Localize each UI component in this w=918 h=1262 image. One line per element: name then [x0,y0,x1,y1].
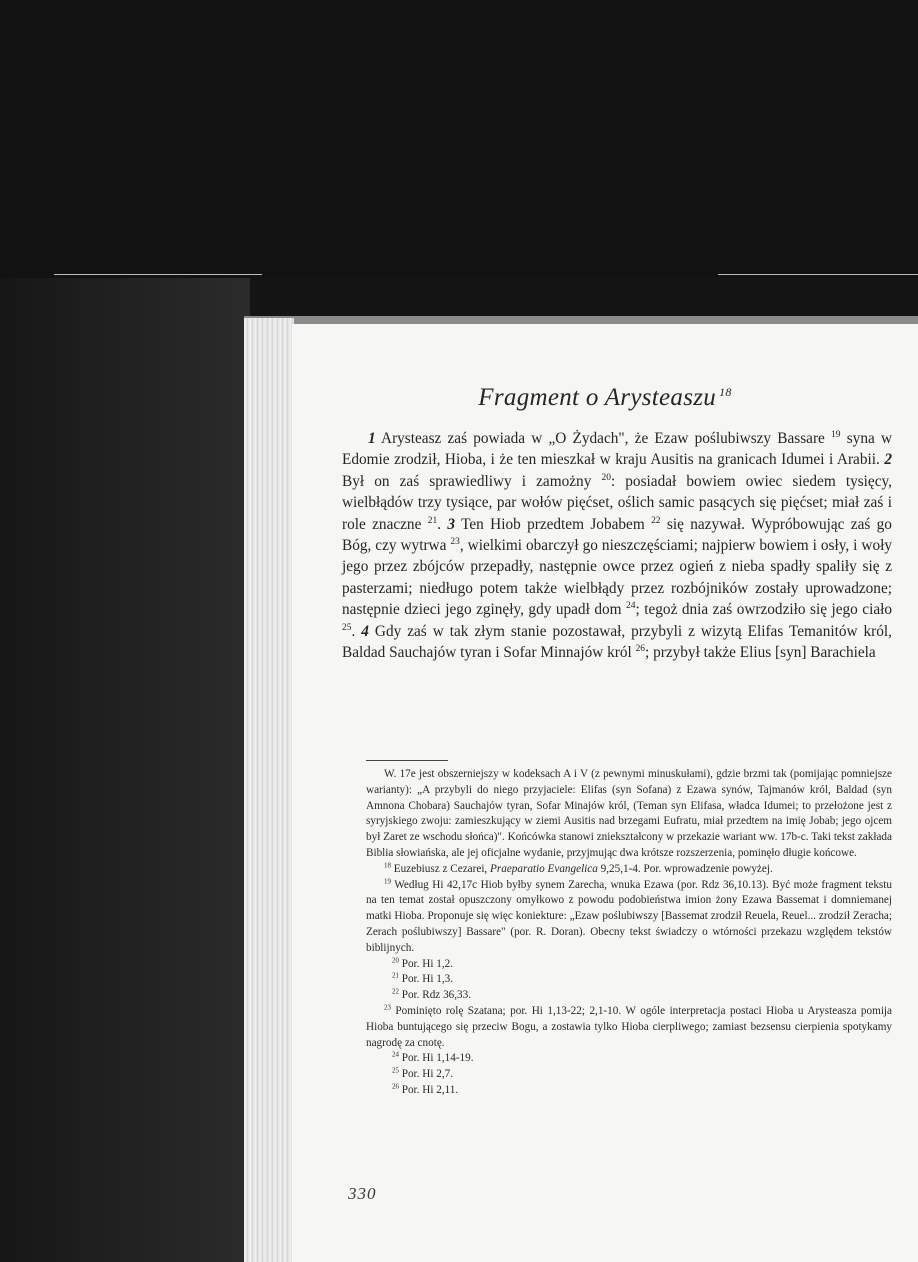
footnote-ref: 22 [651,515,661,526]
scan-background-left [0,278,250,1262]
footnote-text: 9,25,1-4. Por. wprowadzenie powyżej. [600,862,773,875]
footnote-text: Por. Hi 2,11. [401,1083,459,1096]
book-page [292,324,918,1262]
verse-number: 4 [361,622,369,640]
footnote-19 [366,878,892,957]
footnote-text: Por. Hi 1,3. [401,973,454,986]
scan-background-top [0,0,918,278]
verse-text: Gdy zaś w tak złym stanie pozostawał, przybyli z wizytą Elifas Temanitów król, Baldad Sauchajów tyran i Sofar Minnajów król [342,622,892,662]
cited-work: Praeparatio Evangelica [490,862,598,875]
verse-number: 3 [447,515,456,533]
page-number: 330 [348,1184,377,1203]
verse-text: się nazywał. Wypróbowując zaś go Bóg, czy wytrwa [342,515,892,555]
main-text [342,428,892,663]
footnote-26 [366,1083,892,1099]
footnote-number: 19 [384,876,391,885]
verse-text: . [351,622,356,640]
footnote-18-continued: W. 17e jest obszerniejszy w kodeksach A i V (z pewnymi minuskułami), gdzie brzmi tak (pomijając pomniejsze warianty): „A przybyli do niego przyjaciele: Elifas (syn Sofana) z Ezawa synów, Tajmanów król, Baldad (syn Amnona Chobara) Sauchajów tyran, Sofar Minajów król, (Teman syn Elifasa, władca Idumei; to przełożone jest z syryjskiego zwoju: zamieszkujący w ziemi Ausitis nad brzegami Eufratu, miał przedtem na imię Jobab; jego ojcem był Zaret ze wschodu słońca)". Końcówka stanowi zniekształcony w przekazie wariant ww. 17b-c. Taki tekst zakłada Biblia słowiańska, ale jej oficjalne wydanie, przyjmując dwa krótsze rozszerzenia, pominęło długie końcowe. [366,768,892,859]
title-text: Fragment o Arysteaszu [478,384,717,411]
footnote-text: Por. Hi 2,7. [401,1068,454,1081]
footnote-number: 18 [384,861,391,870]
footnote-23 [366,1004,892,1051]
title-footnote-ref: 18 [719,384,732,399]
verse-text: Arysteasz zaś powiada w „O Żydach", że Ezaw poślubiwszy Bassare [381,430,825,447]
scan-edge-line-left [54,274,262,275]
footnote-number: 23 [384,1003,391,1012]
verse-text: syna w Edomie zrodził, Hioba, i że ten mieszkał w kraju Ausitis na granicach Idumei i Arabii. [342,430,893,469]
footnote-21 [366,972,892,988]
page-title [292,384,918,412]
footnote-24 [366,1051,892,1067]
verse-text: Ten Hiob przedtem Jobabem [461,515,645,533]
footnote-ref: 24 [626,601,636,612]
footnote-text: Por. Hi 1,14-19. [401,1052,474,1065]
footnote-text: Por. Rdz 36,33. [401,989,472,1002]
footnote-number: 26 [392,1082,399,1091]
footnote-number: 20 [392,955,399,964]
footnote-18 [366,862,892,878]
footnote-ref: 26 [635,643,646,654]
verse-text: . [437,515,442,533]
footnote-ref: 25 [342,622,352,633]
footnote-22 [366,988,892,1004]
verse-text: ; przybył także Elius [syn] Barachiela [645,644,876,662]
verse-number: 1 [368,430,376,447]
footnote-25 [366,1067,892,1083]
footnote-number: 22 [392,987,399,996]
verse-number: 2 [884,451,892,469]
footnote-number: 21 [392,971,399,980]
footnote-ref: 23 [450,536,460,547]
footnote-ref: 21 [427,515,438,526]
footnote-divider [366,760,448,761]
scan-edge-line-right [718,274,918,275]
verse-text: Był on zaś sprawiedliwy i zamożny [342,472,592,490]
footnote-20 [366,957,892,973]
verse-text: , wielkimi obarczył go nieszczęściami; najpierw bowiem i osły, i woły jego przez zbójców przepadły, następnie owce przez ogień z nieba spadły spaliły się z pasterzami; niedługo potem także wielbłądy przez rozbójników zostały uprowadzone; następnie dzieci jego zginęły, gdy upadł dom [342,537,892,619]
footnote-ref: 19 [831,429,841,440]
footnote-number: 25 [392,1066,399,1075]
footnote-text: Według Hi 42,17c Hiob byłby synem Zarecha, wnuka Ezawa (por. Rdz 36,10.13). Być może fragment tekstu na ten temat został opuszczony omyłkowo z powodu podobieństwa imion żony Ezawa Bassemat i domniemanej matki Hioba. Proponuje się więc koniekture: „Ezaw poślubiwszy [Bassemat zrodził Reuela, Reuel... zrodził Zeracha; Zerach poślubiwszy] Bassare" (por. R. Doran). Obecny tekst świadczy o wtórności przekazu względem tekstów biblijnych. [366,878,892,954]
book-page-edges [244,318,294,1262]
footnote-ref: 20 [601,472,611,483]
footnote-text: Pominięto rolę Szatana; por. Hi 1,13-22; 2,1-10. W ogóle interpretacja postaci Hioba u Arysteasza pomija Hioba buntującego się przeciw Bogu, a zostawia tylko Hioba cierpliwego; zamiast bezsensu cierpienia spotykamy nagrodę za cnotę. [366,1004,893,1049]
footnotes [366,767,892,1099]
footnote-text: Euzebiusz z Cezarei, [393,862,488,875]
verse-text: : posiadał bowiem owiec siedem tysięcy, wielbłądów trzy tysiące, par wołów pięćset, oślich samic pasących się pięćset; miał zaś i role znaczne [342,472,892,533]
footnote-text: Por. Hi 1,2. [401,957,454,970]
verse-text: ; tegoż dnia zaś owrzodziło się jego ciało [635,601,893,619]
footnote-number: 24 [392,1050,399,1059]
